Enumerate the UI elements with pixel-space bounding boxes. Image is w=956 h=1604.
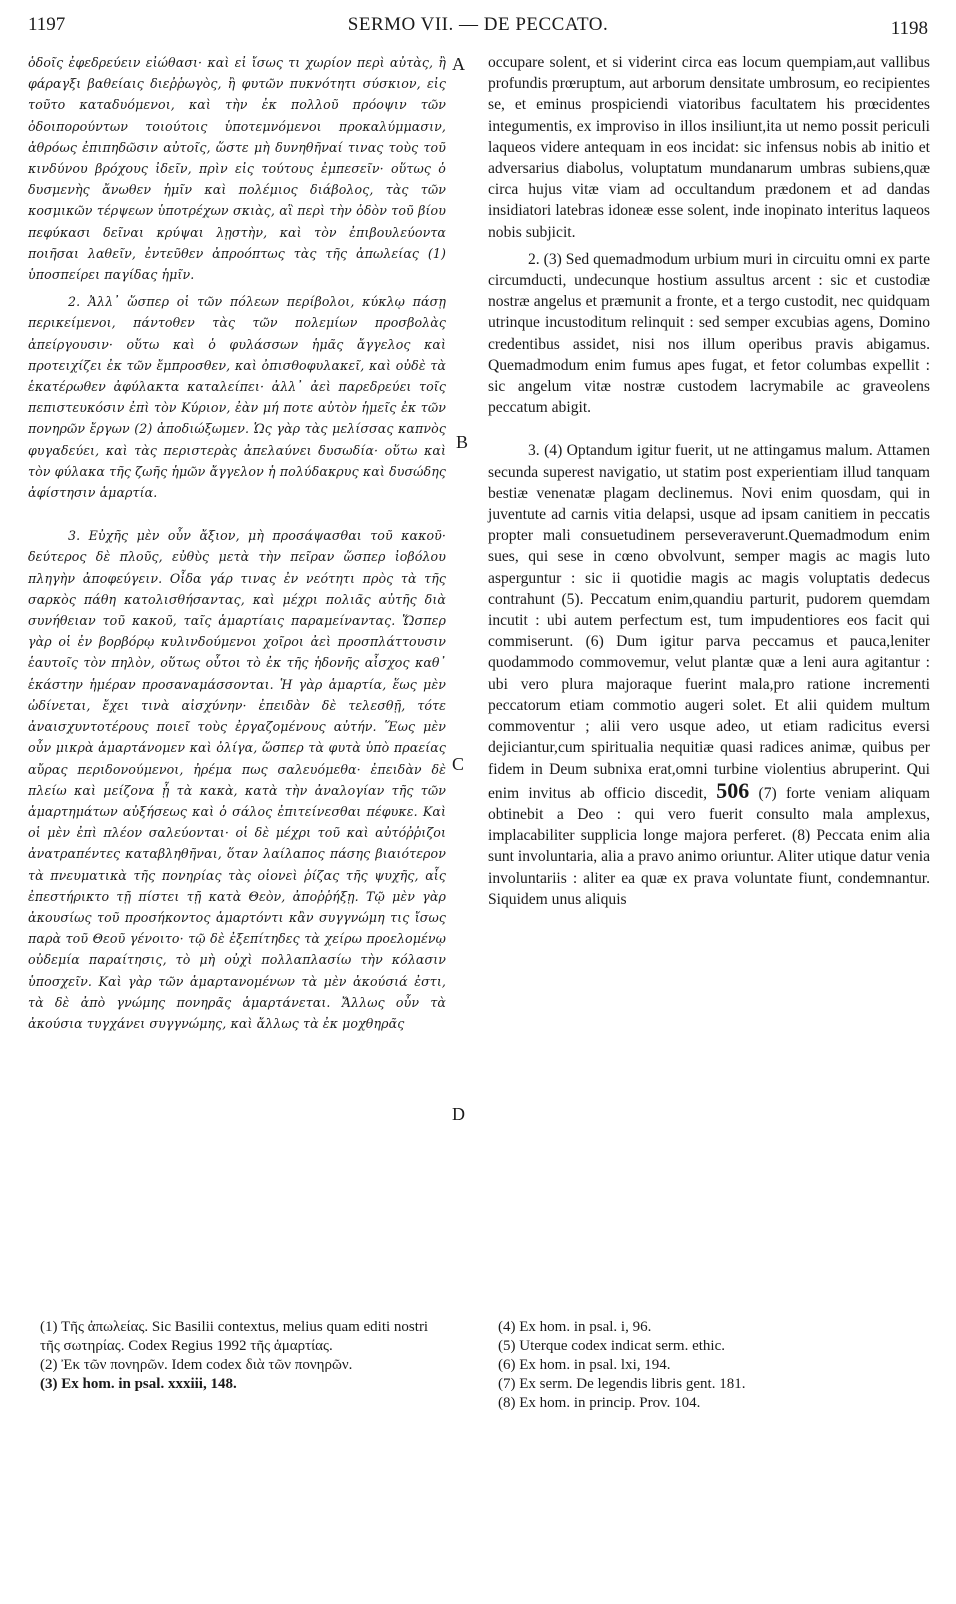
footnotes-left [40, 1318, 440, 1394]
latin-paragraph-2: 2. (3) Sed quemadmodum urbium muri in circuitu omni ex parte circumducti, undecunque hostium assultus arcent : sic et custodiæ nostræ angelus et præmunit a fronte, et a tergo custodit, nec quidquam utrinque incustoditum relinquit : sed semper excubias agens, Domino credentibus assidet, nisi nos illum operibus pravis abigamus. Quemadmodum enim fumus apes fugat, et fetor columbas expellit : sic angelum vitæ nostræ custodem lacrymabile ac graveolens peccatum abigit. [488, 250, 930, 417]
footnotes-right [492, 1318, 912, 1413]
margin-page-number: 506 [716, 777, 750, 803]
running-title: SERMO VII. — DE PECCATO. [347, 14, 609, 35]
latin-paragraph-1: occupare solent, et si viderint circa eas locum quempiam,aut vallibus profundis prœruptum, aut arborum densitate umbrosum, eo recipientes se, et eminus prospiciendi viatoribus facultatem his prœcidentes integumentis, ex improviso in illos insiliunt,ita ut nemo possit periculi laqueos videre antequam in eos incidat: sic infensus nobis ab initio et adversarius diabolus, voluptatum mundanarum umbras subiens,quæ circa hujus vitæ viam ad occultandum prædonem et ad dandas insidiatori latebras idoneæ esse solent, inde inopinato interitus laqueos nobis subjicit. [488, 54, 930, 241]
greek-paragraph-3: 3. Εὐχῆς μὲν οὖν ἄξιον, μὴ προσάψασθαι τοῦ κακοῦ· δεύτερος δὲ πλοῦς, εὐθὺς μετὰ τὴν πεῖραν ὥσπερ ἰοβόλου πληγὴν ἀποφεύγειν. Οἶδα γάρ τινας ἐν νεότητι πρὸς τὰ τῆς σαρκὸς πάθη κατολισθήσαντας, καὶ μέχρι πολιᾶς αὐτῆς διὰ συνήθειαν τοῦ κακοῦ, ταῖς ἁμαρτίαις παραμείναντας. Ὥσπερ γὰρ οἱ ἐν βορβόρῳ κυλινδούμενοι χοῖροι ἀεὶ προσπλάττουσιν ἑαυτοῖς τὸν πηλὸν, οὕτως οὗτοι τὸ ἐκ τῆς ἡδονῆς αἶσχος καθ᾽ ἑκάστην ἡμέραν προσαναμάσσονται. Ἡ γὰρ ἁμαρτία, ἕως μὲν ὠδίνεται, ἔχει τινὰ αἰσχύνην· ἐπειδὰν δὲ τελεσθῇ, τότε ἀναισχυντοτέρους ποιεῖ τοὺς ἐργαζομένους αὐτήν. Ἕως μὲν οὖν μικρὰ ἁμαρτάνομεν καὶ ὀλίγα, ὥσπερ τὰ φυτὰ ὑπὸ πραείας αὔρας περιδονούμενοι, ἠρέμα πως σαλευόμεθα· ἐπειδὰν δὲ πλείω καὶ μείζονα ᾖ τὰ κακὰ, κατὰ τὴν ἀναλογίαν τῆς τῶν ἁμαρτημάτων αὐξήσεως καὶ ὁ σάλος ἐπιτείνεσθαι πέφυκε. Καὶ οἱ μὲν ἐπὶ πλέον σαλεύονται· οἱ δὲ μέχρι τοῦ καὶ αὐτόῤῥιζοι ἀνατραπέντες καταβληθῆναι, ὅταν λαίλαπος πάσης βιαιότερον τὰ πνευματικὰ τῆς πονηρίας τὰς οἱονεὶ ῥίζας τῆς ψυχῆς, αἷς ἐπεστήρικτο τῇ πίστει τῇ κατὰ Θεὸν, ἀποῤῥήξῃ. Τῷ μὲν γὰρ ἀκουσίως τοῦ προσήκοντος ἁμαρτόντι κἂν συγγνώμη τις ἴσως παρὰ τοῦ Θεοῦ γένοιτο· τῷ δὲ ἐξεπίτηδες τὰ χείρω προελομένῳ οὐδεμία παραίτησις, τὸ μὴ οὐχὶ πολλαπλασίω τὴν κόλασιν ὑποσχεῖν. Καὶ γὰρ τῶν ἁμαρτανομένων τὰ μὲν ἀκούσιά ἐστι, τὰ δὲ ἀπὸ γνώμης πονηρᾶς ἁμαρτάνεται. Ἄλλως οὖν τὰ ἀκούσια τυγχάνει συγγνώμης, καὶ ἄλλως τὰ ἐκ μοχθηρᾶς [28, 528, 446, 1031]
footnote-7: (7) Ex serm. De legendis libris gent. 181. [498, 1376, 746, 1392]
greek-paragraph-1: ὁδοῖς ἐφεδρεύειν εἰώθασι· καὶ εἰ ἴσως τι χωρίον περὶ αὐτὰς, ἢ φάραγξι βαθείαις διεῤῥωγὸς, ἢ φυτῶν πυκνότητι σύσκιον, εἰς τοῦτο καταδυόμενοι, καὶ τὴν ἐκ πολλοῦ πρόοψιν τῶν ὁδοιπορούντων τοιούτοις ὑποτεμνόμενοι προκαλύμμασιν, ἀθρόως ἐπιπηδῶσιν αὐτοῖς, ὥστε μὴ δυνηθῆναί τινας τοὺς τοῦ κινδύνου βρόχους ἰδεῖν, πρὶν εἰς τούτους ἐμπεσεῖν· οὕτως ὁ δυσμενὴς ἄνωθεν ἡμῖν καὶ πολέμιος διάβολος, τὰς τῶν κοσμικῶν τέρψεων ὑποτρέχων σκιὰς, αἳ περὶ τὴν ὁδὸν τοῦ βίου πεφύκασι δεῖναι κρύψαι λῃστὴν, καὶ τὸν ἐπιβουλεύοντα ποιῆσαι λαθεῖν, ἐντεῦθεν ἀπροόπτως τὰς τῆς ἀπωλείας (1) ὑποσπείρει παγίδας ἡμῖν. [28, 55, 446, 283]
section-marker-b: B [456, 432, 469, 452]
footnote-8: (8) Ex hom. in princip. Prov. 104. [498, 1395, 701, 1411]
section-marker-a: A [452, 54, 465, 74]
latin-paragraph-3a: 3. (4) Optandum igitur fuerit, ut ne attingamus malum. Attamen secunda superest navigatio, ut statim post experientiam illud tanquam bestiæ venenatæ plagam declinemus. Novi enim quosdam, qui in juventute ad carnis vitia delapsi, usque ad ipsam canitiem in peccatis propter mali consuetudinem perseveraverunt.Quemadmodum enim sues, qui sese in cœno obvolvunt, semper magis ac magis luto asperguntur : sic ii quotidie magis ac magis voluptatis dedecus contrahunt (5). Peccatum enim,quandiu parturit, pudorem quemdam incutit : ubi autem perfectum est, tum impudentiores eos facit qui commiserunt. (6) Dum igitur parva peccamus et pauca,leniter quodammodo commovemur, velut plantæ quæ a leni aura agitantur : ubi vero plura majoraque fuerint mala,pro ratione incrementi peccatorum etiam commotio augeri solet. Et alii quidem multum commoventur ; alii vero usque adeo, ut etiam radicitus eversi dejiciantur,cum spiritualia nequitiæ quasi radices animæ, quibus per fidem in Deum subnixa erat,omni turbine violentius abruperint. Qui enim invitus ab officio discedit, [488, 442, 930, 802]
footnote-1: (1) Τῆς ἀπωλείας. Sic Basilii contextus, melius quam editi nostri τῆς σωτηρίας. Codex Regius 1992 τῆς ἁμαρτίας. [40, 1319, 429, 1354]
latin-paragraph-3 [488, 440, 930, 909]
footnote-4: (4) Ex hom. in psal. i, 96. [498, 1319, 652, 1335]
greek-paragraph-2: 2. Ἀλλ᾽ ὥσπερ οἱ τῶν πόλεων περίβολοι, κύκλῳ πάσῃ περικείμενοι, πάντοθεν τὰς τῶν πολεμίων προσβολὰς ἀπείργουσιν· οὕτω καὶ ὁ φυλάσσων ἡμᾶς ἄγγελος καὶ προτειχίζει ἐκ τῶν ἔμπροσθεν, καὶ ὀπισθοφυλακεῖ, καὶ οὐδὲ τὰ ἑκατέρωθεν ἀφύλακτα καταλείπει· ἀλλ᾽ ἀεὶ παρεδρεύει τοῖς πεπιστευκόσιν ἐπὶ τὸν Κύριον, ἐὰν μή ποτε αὐτὸν ἡμεῖς ἐκ τῶν πονηρῶν ἔργων (2) ἀποδιώξωμεν. Ὡς γὰρ τὰς μελίσσας καπνὸς φυγαδεύει, καὶ τὰς περιστερὰς ἀπελαύνει δυσωδία· οὕτω καὶ τὸν φύλακα τῆς ζωῆς ἡμῶν ἄγγελον ἡ πολύδακρυς καὶ δυσώδης ἀφίστησιν ἁμαρτία. [28, 294, 446, 501]
footnote-2: (2) Ἐκ τῶν πονηρῶν. Idem codex διὰ τῶν πονηρῶν. [40, 1357, 353, 1373]
footnote-6: (6) Ex hom. in psal. lxi, 194. [498, 1357, 671, 1373]
page-number-right: 1198 [890, 18, 928, 39]
footnote-5: (5) Uterque codex indicat serm. ethic. [498, 1338, 725, 1354]
latin-paragraph-3b: (7) forte veniam aliquam obtinebit a Deo : qui vero fuerit consulto mala amplexus, implacabiliter supplicia longe majora perferet. (8) Peccata enim alia sunt involuntaria, alia a pravo animo oriuntur. Aliter utique datur venia involuntariis : aliter ea quæ ex prava voluntate fiunt, condemnantur. Siquidem unus aliquis [488, 784, 930, 908]
section-marker-d: D [452, 1104, 465, 1124]
section-marker-c: C [452, 754, 465, 774]
footnote-3: (3) Ex hom. in psal. xxxiii, 148. [40, 1376, 237, 1392]
page-header [28, 14, 928, 42]
latin-column [488, 52, 930, 910]
greek-column [28, 52, 446, 1034]
page-number-left: 1197 [28, 14, 66, 35]
